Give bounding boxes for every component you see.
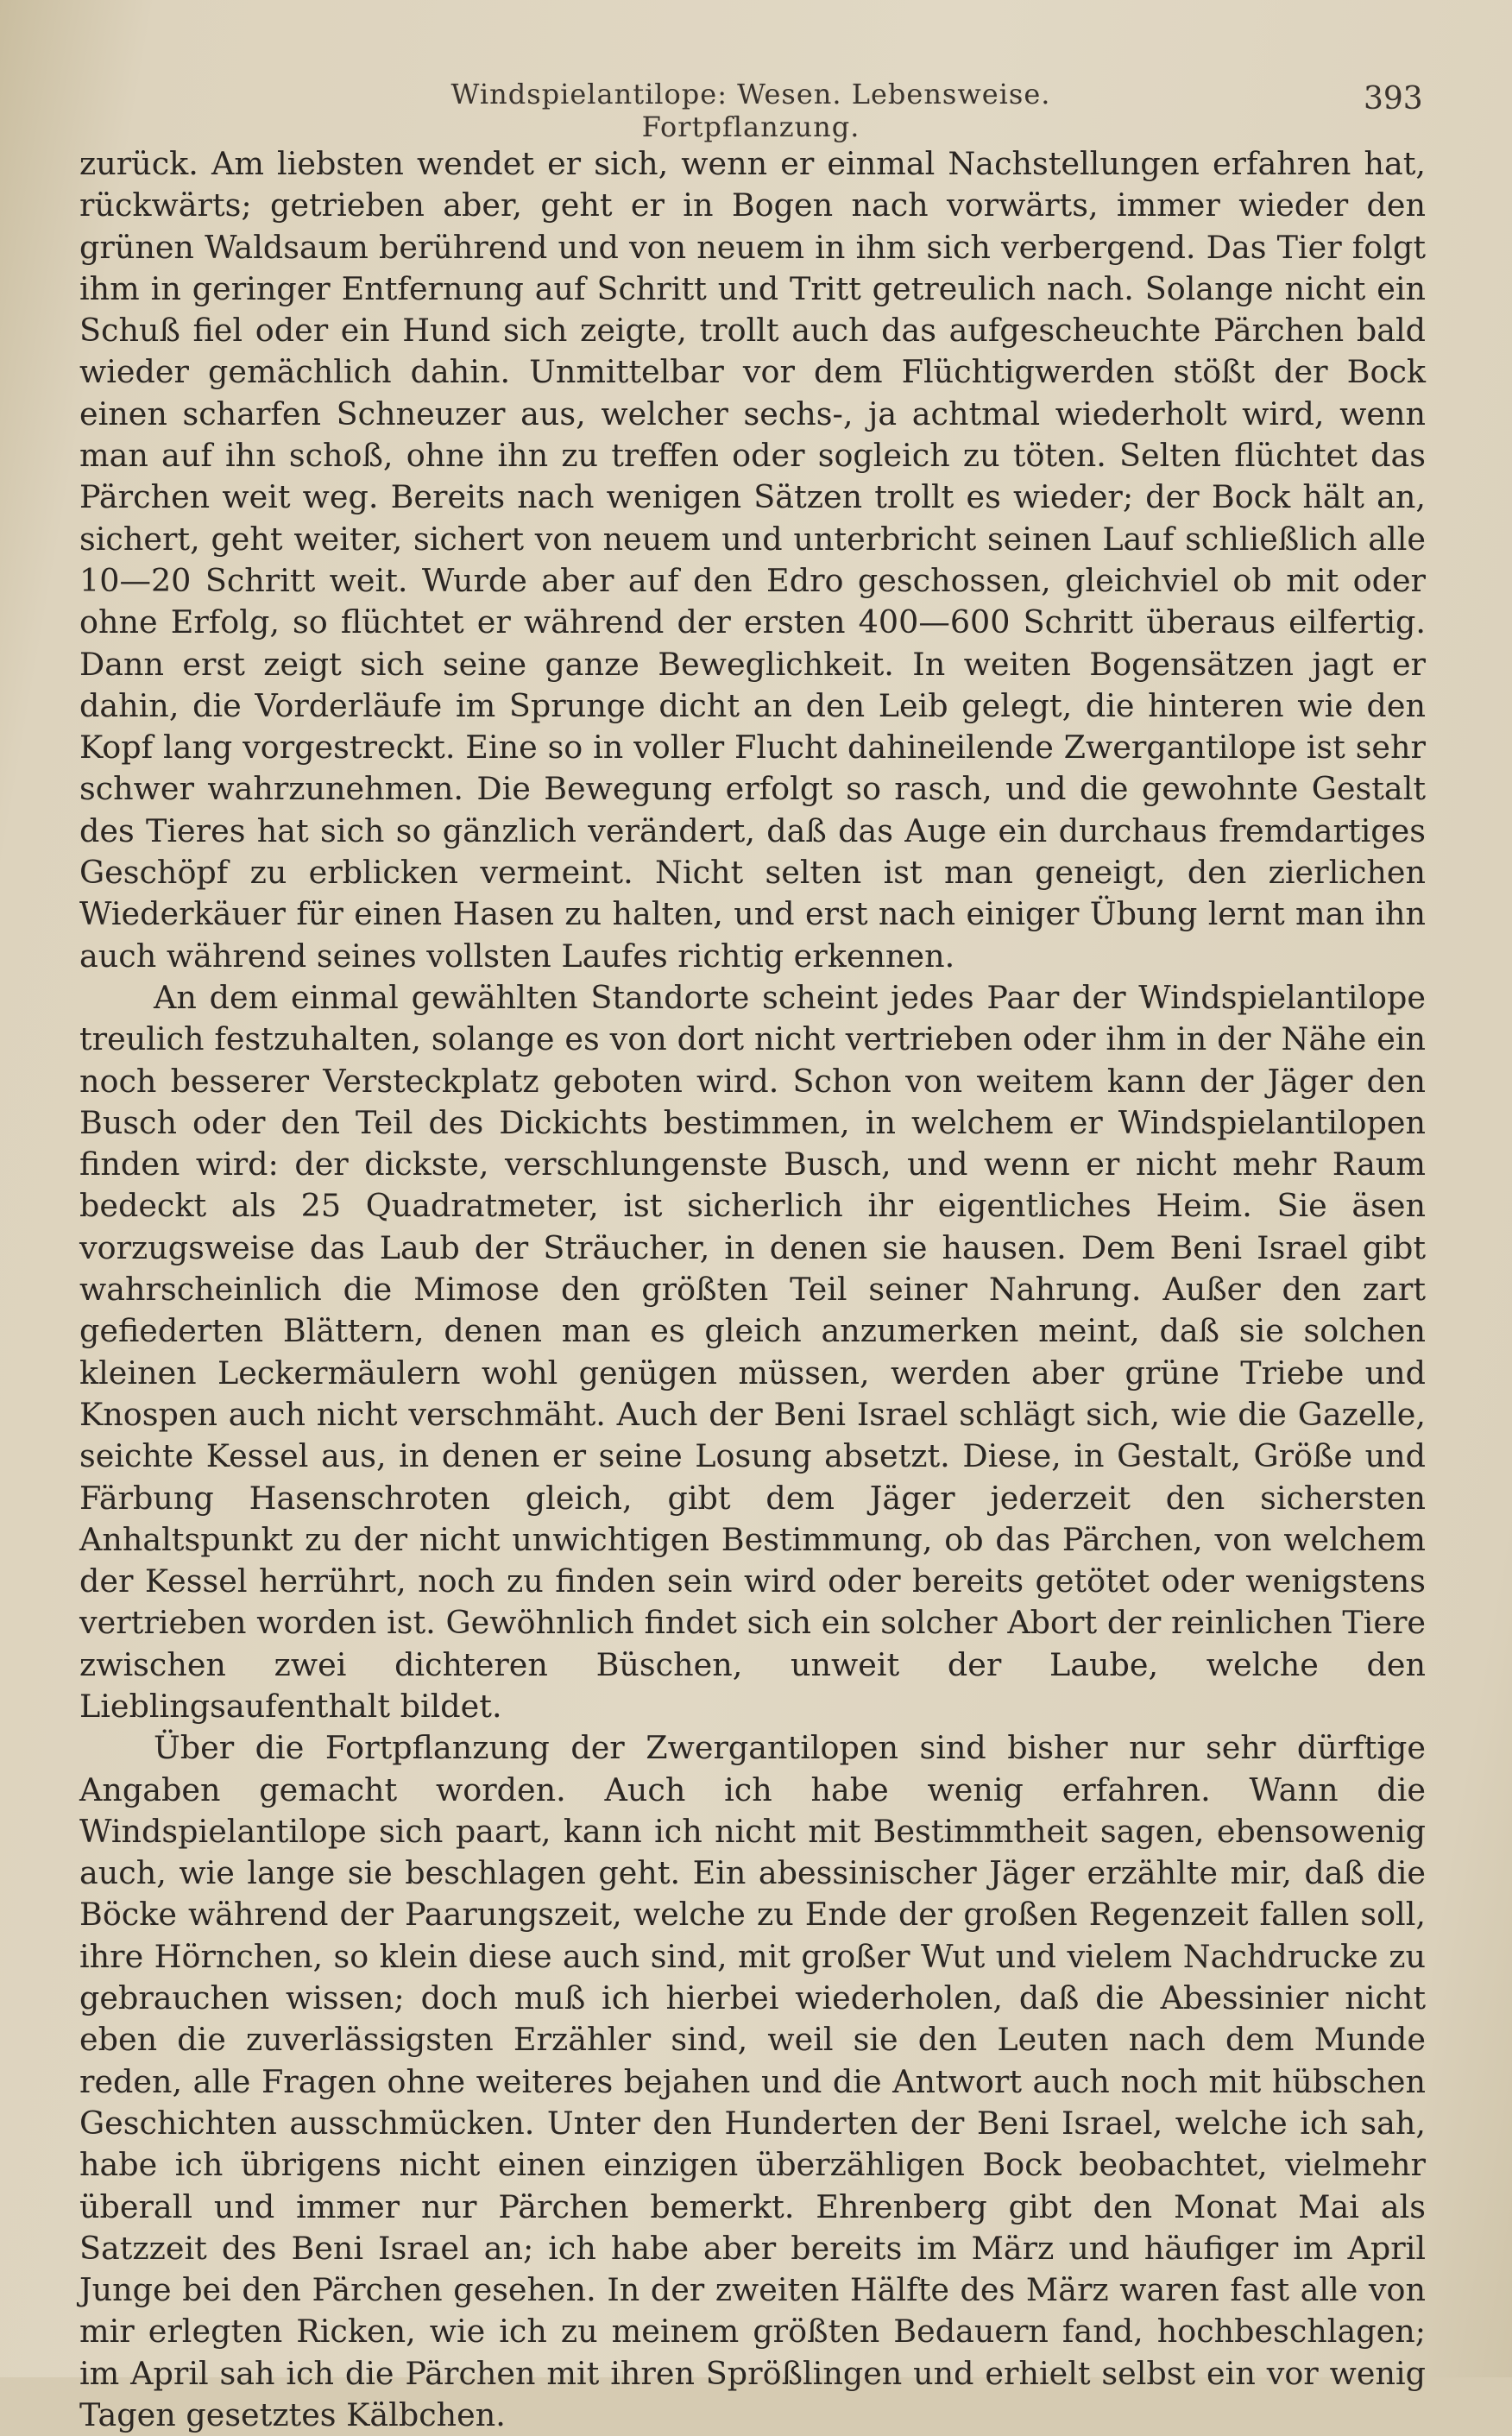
paragraph-1: zurück. Am liebsten wendet er sich, wenn er einmal Nachstellungen erfahren hat, rückwärts; getrieben aber, geht er in Bogen nach vorwärts, immer wieder den grünen Waldsaum berührend und von neuem in ihm sich verbergend. Das Tier folgt ihm in geringer Entfernung auf Schritt und Tritt getreulich nach. Solange nicht ein Schuß fiel oder ein Hund sich zeigte, trollt auch das aufgescheuchte Pärchen bald wieder gemächlich dahin. Unmittelbar vor dem Flüchtigwerden stößt der Bock einen scharfen Schneuzer aus, welcher sechs-, ja achtmal wiederholt wird, wenn man auf ihn schoß, ohne ihn zu treffen oder sogleich zu töten. Selten flüchtet das Pärchen weit weg. Bereits nach wenigen Sätzen trollt es wieder; der Bock hält an, sichert, geht weiter, sichert von neuem und unterbricht seinen Lauf schließlich alle 10—20 Schritt weit. Wurde aber auf den Edro geschossen, gleichviel ob mit oder ohne Erfolg, so flüchtet er während der ersten 400—600 Schritt überaus eilfertig. Dann erst zeigt sich seine ganze Beweglichkeit. In weiten Bogensätzen jagt er dahin, die Vorderläufe im Sprunge dicht an den Leib gelegt, die hinteren wie den Kopf lang vorgestreckt. Eine so in voller Flucht dahineilende Zwergantilope ist sehr schwer wahrzunehmen. Die Bewegung erfolgt so rasch, und die gewohnte Gestalt des Tieres hat sich so gänzlich verändert, daß das Auge ein durchaus fremdartiges Geschöpf zu erblicken vermeint. Nicht selten ist man geneigt, den zierlichen Wiederkäuer für einen Hasen zu halten, und erst nach einiger Übung lernt man ihn auch während seines vollsten Laufes richtig erkennen. xyxy=(79,145,1426,975)
page-header xyxy=(0,78,1512,143)
running-head: Windspielantilope: Wesen. Lebensweise. Fortpflanzung. xyxy=(450,78,1051,143)
body-text xyxy=(79,143,1426,2436)
page-number: 393 xyxy=(1364,81,1423,117)
paragraph-2: An dem einmal gewählten Standorte scheint jedes Paar der Windspielantilope treulich festzuhalten, solange es von dort nicht vertrieben oder ihm in der Nähe ein noch besserer Versteckplatz geboten wird. Schon von weitem kann der Jäger den Busch oder den Teil des Dickichts bestimmen, in welchem er Windspielantilopen finden wird: der dickste, verschlungenste Busch, und wenn er nicht mehr Raum bedeckt als 25 Quadratmeter, ist sicherlich ihr eigentliches Heim. Sie äsen vorzugsweise das Laub der Sträucher, in denen sie hausen. Dem Beni Israel gibt wahrscheinlich die Mimose den größten Teil seiner Nahrung. Außer den zart gefiederten Blättern, denen man es gleich anzumerken meint, daß sie solchen kleinen Leckermäulern wohl genügen müssen, werden aber grüne Triebe und Knospen auch nicht verschmäht. Auch der Beni Israel schlägt sich, wie die Gazelle, seichte Kessel aus, in denen er seine Losung absetzt. Diese, in Gestalt, Größe und Färbung Hasenschroten gleich, gibt dem Jäger jederzeit den sichersten Anhaltspunkt zu der nicht unwichtigen Bestimmung, ob das Pärchen, von welchem der Kessel herrührt, noch zu finden sein wird oder bereits getötet oder wenigstens vertrieben worden ist. Gewöhnlich findet sich ein solcher Abort der reinlichen Tiere zwischen zwei dichteren Büschen, unweit der Laube, welche den Lieblingsaufenthalt bildet. xyxy=(79,978,1426,1725)
paragraph-3: Über die Fortpflanzung der Zwergantilopen sind bisher nur sehr dürftige Angaben gemacht worden. Auch ich habe wenig erfahren. Wann die Windspielantilope sich paart, kann ich nicht mit Bestimmtheit sagen, ebensowenig auch, wie lange sie beschlagen geht. Ein abessinischer Jäger erzählte mir, daß die Böcke während der Paarungszeit, welche zu Ende der großen Regenzeit fallen soll, ihre Hörnchen, so klein diese auch sind, mit großer Wut und vielem Nachdrucke zu gebrauchen wissen; doch muß ich hierbei wiederholen, daß die Abessinier nicht eben die zuverlässigsten Erzähler sind, weil sie den Leuten nach dem Munde reden, alle Fragen ohne weiteres bejahen und die Antwort auch noch mit hübschen Geschichten ausschmücken. Unter den Hunderten der Beni Israel, welche ich sah, habe ich übrigens nicht einen einzigen überzähligen Bock beobachtet, vielmehr überall und immer nur Pärchen bemerkt. Ehrenberg gibt den Monat Mai als Satzzeit des Beni Israel an; ich habe aber bereits im März und häufiger im April Junge bei den Pärchen gesehen. In der zweiten Hälfte des März waren fast alle von mir erlegten Ricken, wie ich zu meinem größten Bedauern fand, hochbeschlagen; im April sah ich die Pärchen mit ihren Sprößlingen und erhielt selbst ein vor wenig Tagen gesetztes Kälbchen. xyxy=(79,1729,1426,2434)
